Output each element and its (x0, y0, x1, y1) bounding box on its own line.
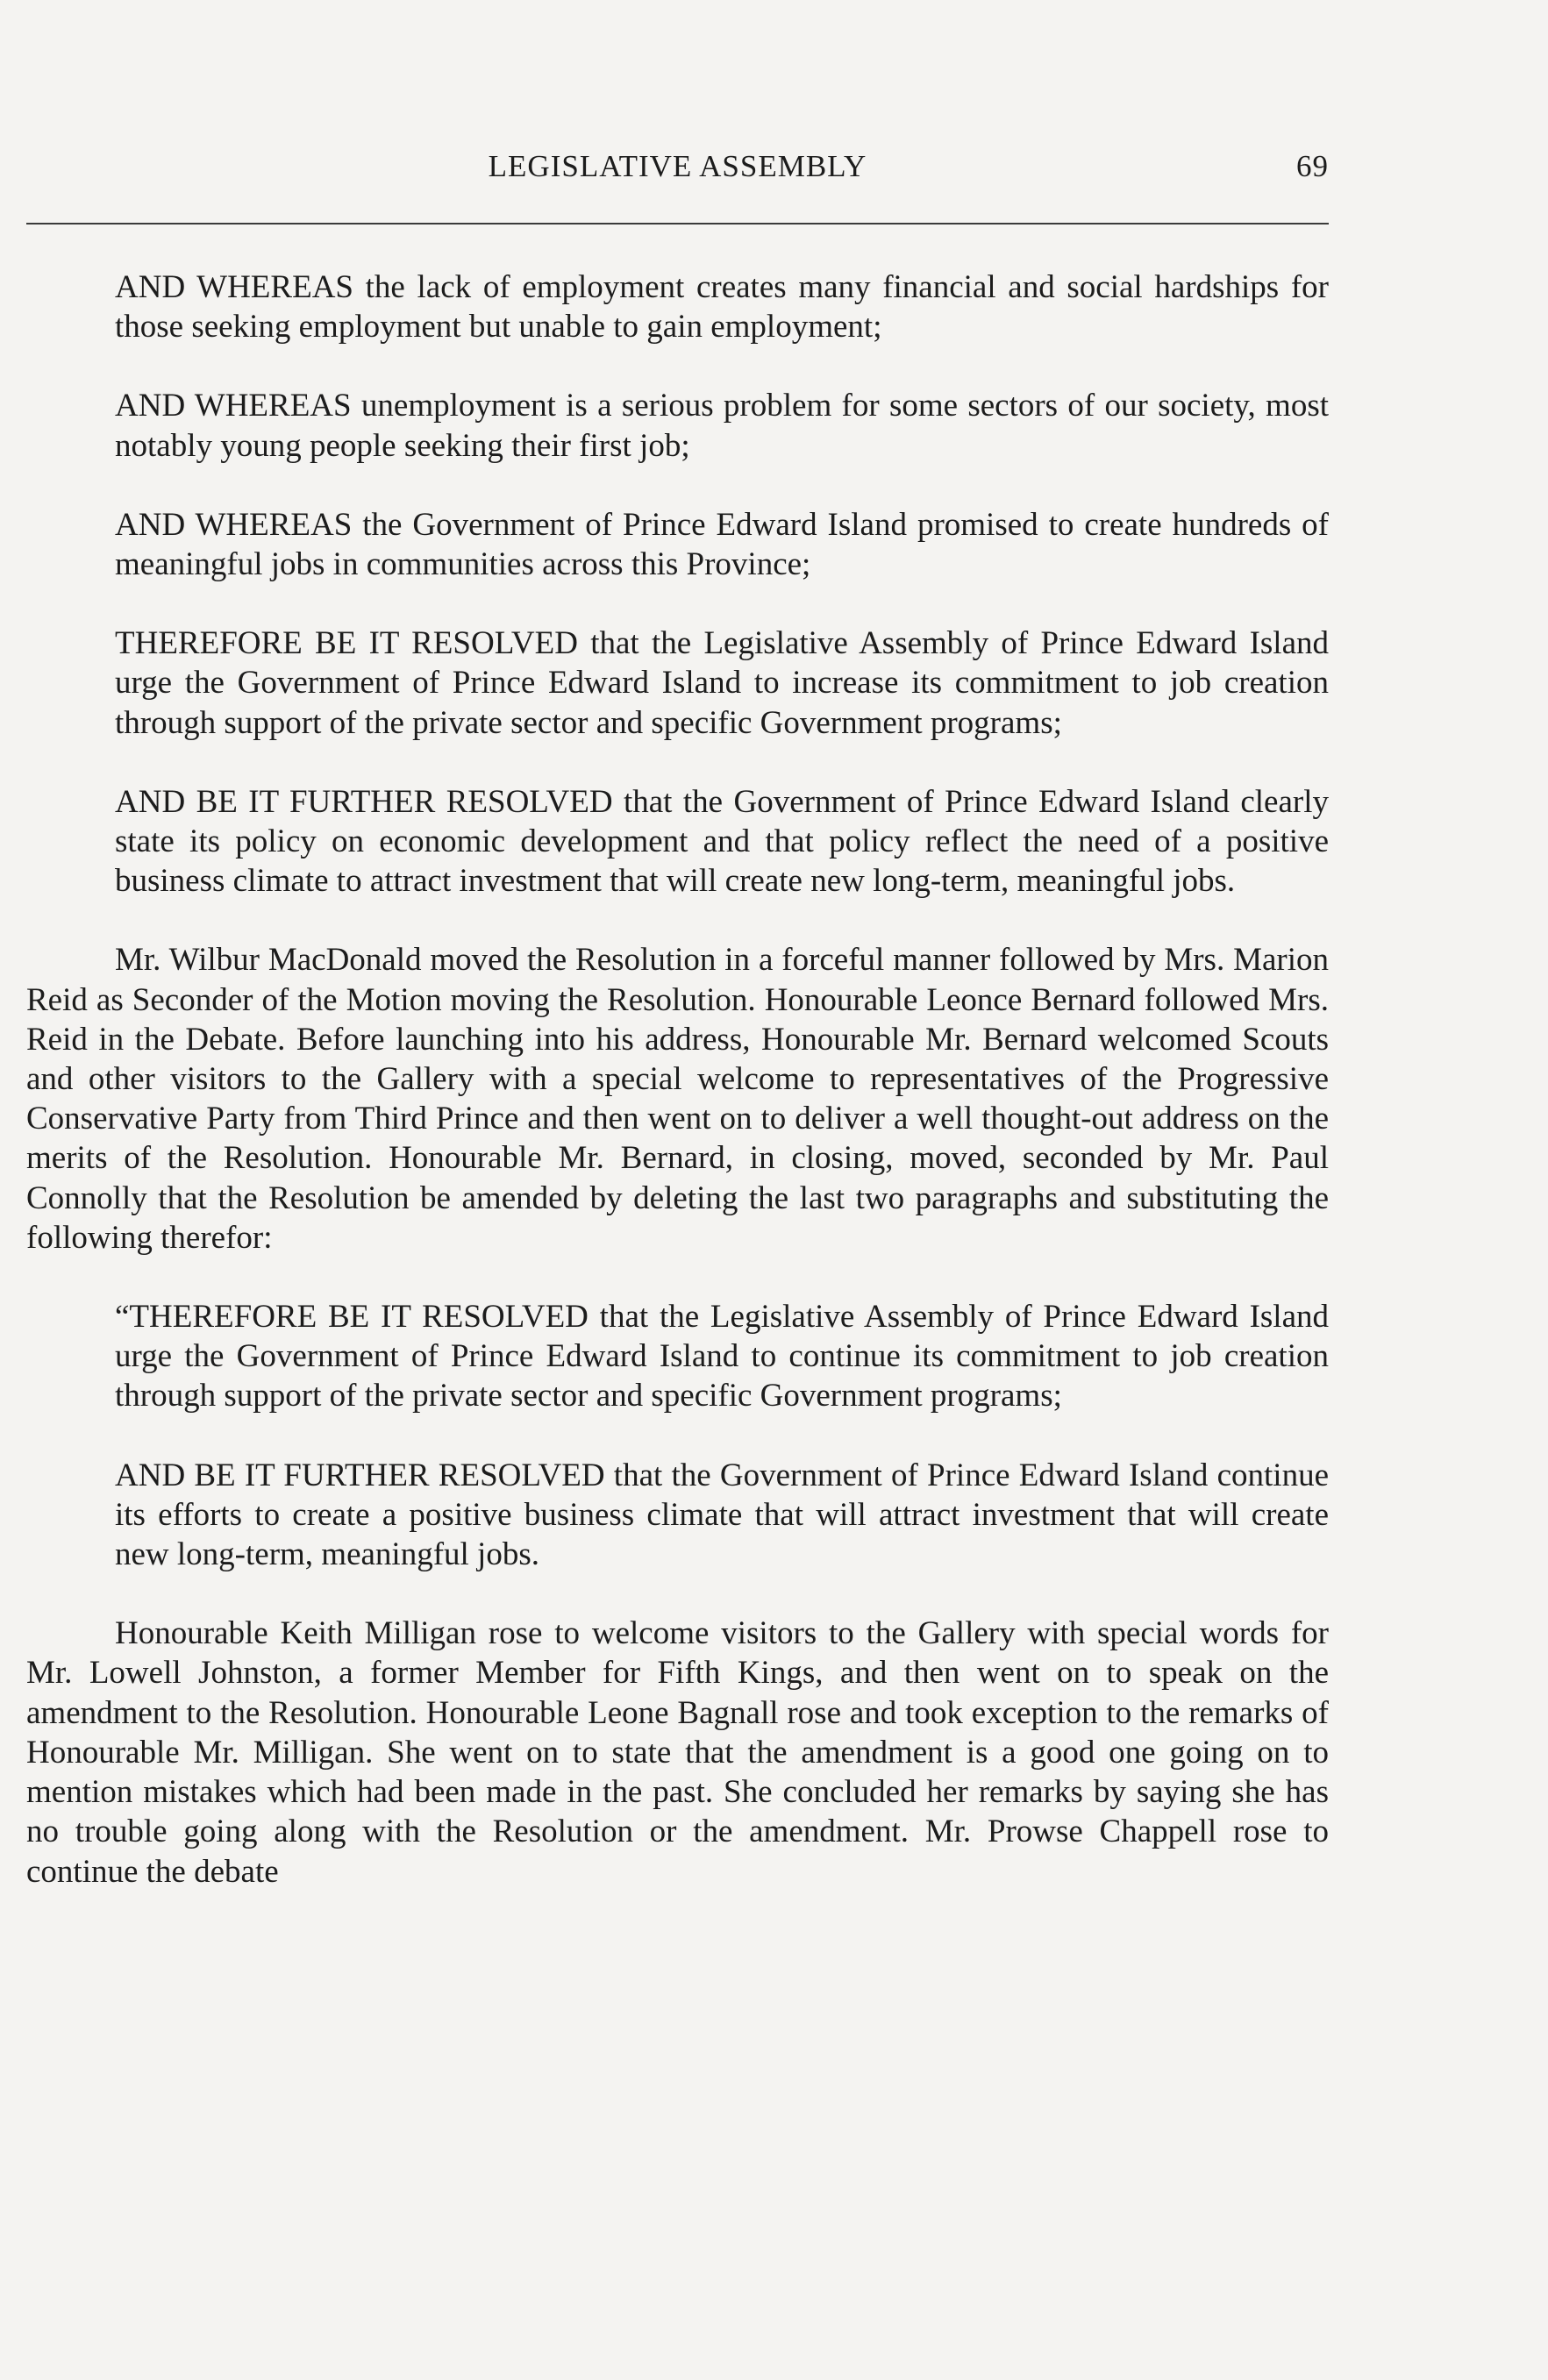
debate-paragraph-1: Mr. Wilbur MacDonald moved the Resolution in a forceful manner followed by Mrs. Marion Reid as Seconder of the Motion moving the Resolution. Honourable Leonce Bernard followed Mrs. Reid in the Debate. Before launching into his address, Honourable Mr. Bernard welcomed Scouts and other visitors to the Gallery with a special welcome to representatives of the Progressive Conservative Party from Third Prince and then went on to deliver a well thought-out address on the merits of the Resolution. Honourable Mr. Bernard, in closing, moved, seconded by Mr. Paul Connolly that the Resolution be amended by deleting the last two paragraphs and substituting the following therefor: (26, 942, 1329, 1256)
further-resolved-clause: AND BE IT FURTHER RESOLVED that the Government of Prince Edward Island clearly state its policy on economic development and that policy reflect the need of a positive business climate to attract investment that will create new long-term, meaningful jobs. (115, 783, 1329, 900)
whereas-clause-unemployment: AND WHEREAS unemployment is a serious problem for some sectors of our society, most notably young people seeking their first job; (115, 388, 1329, 464)
resolved-clause: THEREFORE BE IT RESOLVED that the Legislative Assembly of Prince Edward Island urge the Government of Prince Edward Island to increase its commitment to job creation through support of the private sector and specific Government programs; (115, 625, 1329, 741)
amendment-resolved-clause: “THEREFORE BE IT RESOLVED that the Legislative Assembly of Prince Edward Island urge the Government of Prince Edward Island to continue its commitment to job creation through support of the private sector and specific Government programs; (115, 1299, 1329, 1414)
header-rule (26, 223, 1329, 224)
whereas-clause-promise: AND WHEREAS the Government of Prince Edward Island promised to create hundreds of meaningful jobs in communities across this Province; (115, 506, 1329, 583)
whereas-clause-employment: AND WHEREAS the lack of employment creates many financial and social hardships for those seeking employment but unable to gain employment; (115, 269, 1329, 346)
document-body (26, 267, 1329, 1892)
running-title: LEGISLATIVE ASSEMBLY (488, 149, 867, 183)
amendment-further-resolved-clause: AND BE IT FURTHER RESOLVED that the Government of Prince Edward Island continue its efforts to create a positive business climate that will attract investment that will create new long-term, meaningful jobs. (115, 1457, 1329, 1573)
page-number: 69 (1296, 149, 1329, 183)
page-header (26, 149, 1329, 191)
debate-paragraph-2: Honourable Keith Milligan rose to welcome visitors to the Gallery with special words for Mr. Lowell Johnston, a former Member for Fifth Kings, and then went on to speak on the amendment to the Resolution. Honourable Leone Bagnall rose and took exception to the remarks of Honourable Mr. Milligan. She went on to state that the amendment is a good one going on to mention mistakes which had been made in the past. She concluded her remarks by saying she has no trouble going along with the Resolution or the amendment. Mr. Prowse Chappell rose to continue the debate (26, 1615, 1329, 1890)
